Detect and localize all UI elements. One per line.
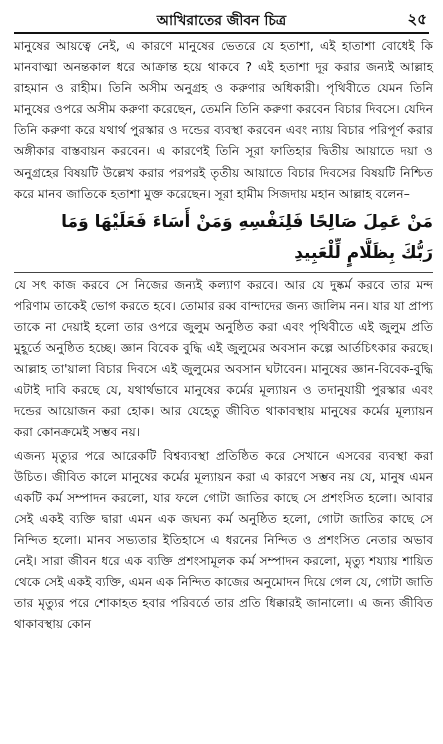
body-text (14, 36, 433, 740)
paragraph-1: মানুষের আয়ত্বে নেই, এ কারণে মানুষের ভেতরে যে হতাশা, এই হাতাশা বোধেই কি মানবাত্মা অনন্তকাল ধরে আক্রান্ত হয়ে থাকবে ? এই হতাশা দূর করার জন্যই আল্লাহ রাহমান ও রাহীম। তিনি অসীম অনুগ্রহ ও করুণার অধিকারী। পৃথিবীতে যেমন তিনি মানুষের ওপরে অসীম করুণা করেছেন, তেমনি তিনি করুণা করবেন বিচার দিবসে। যেদিন তিনি করুণা করে যথার্থ পুরস্কার ও দন্ডের ব্যবস্থা করবেন এবং ন্যায় বিচার পরিপূর্ণ করার অঙ্গীকার বাস্তবায়ন করবেন। এ কারণেই তিনি সূরা ফাতিহার দ্বিতীয় আয়াতে দয়া ও অনুগ্রহের বিষয়টি উল্লেখ করার পরপরই তৃতীয় আয়াতে বিচার দিবসের বিষয়টি নিশ্চিত করে মানব জাতিকে হতাশা মুক্ত করেছেন। সূরা হামীম সিজদায় মহান আল্লাহ বলেন– (14, 39, 433, 201)
paragraph-2: যে সৎ কাজ করবে সে নিজের জন্যই কল্যাণ করবে। আর যে দুষ্কর্ম করবে তার মন্দ পরিণাম তাকেই ভোগ করতে হবে। তোমার রব্ব বান্দাদের জন্য জালিম নন। যার যা প্রাপ্য তাকে না দেয়াই হলো তার ওপরে জুলুম অনুষ্ঠিত করা এবং পৃথিবীতে এই জুলুম প্রতি মুহূর্তে অনুষ্ঠিত হচ্ছে। জ্ঞান বিবেক বুদ্ধি এই জুলুমের অবসান কল্পে আর্তচিৎকার করছে। আল্লাহ তা'য়ালা বিচার দিবসে এই জুলুমের অবসান ঘটাবেন। মানুষের জ্ঞান-বিবেক-বুদ্ধি এটাই দাবি করছে যে, যথার্থভাবে মানুষের কর্মের মূল্যায়ন ও তদানুযায়ী পুরস্কার এবং দন্ডের আয়োজন করা হোক। আর যেহেতু জীবিত থাকাবস্থায় মানুষের কর্মের মূল্যায়ন করা কোনক্রমেই সম্ভব নয়। (14, 277, 433, 440)
arabic-verse-line-2: رَبُّكَ بِظَلَّامٍ لِّلْعَبِيدِ (294, 242, 433, 263)
paragraph-3: এজন্য মৃত্যুর পরে আরেকটি বিশ্বব্যবস্থা প্রতিষ্ঠিত করে সেখানে এসবের ব্যবস্থা করা উচিত। জীবিত কালে মানুষের কর্মের মূল্যায়ন করা এ কারণে সম্ভব নয় যে, মানুষ এমন একটি কর্ম সম্পাদন করলো, যার ফলে গোটা জাতির কাছে সে প্রশংসিত হলো। আবার সেই একই ব্যক্তি দ্বারা এমন এক জঘন্য কর্ম অনুষ্ঠিত হলো, গোটা জাতির কাছে সে নিন্দিত হলো। মানব সভ্যতার ইতিহাসে এ ধরনের নিন্দিত ও প্রশংসিত নেতার অভাব নেই। সারা জীবন ধরে এক ব্যক্তি প্রশংসামূলক কর্ম সম্পাদন করলো, মৃত্যু শয্যায় শায়িত থেকে সেই একই ব্যক্তি, এমন এক নিন্দিত কাজের অনুমোদন দিয়ে গেল যে, গোটা জাতি তার মৃত্যুর পরে শোকাহত হবার পরিবর্তে তার প্রতি ধিক্কারই জানালো। এ জন্য জীবিত থাকাবস্থায় কোন (14, 448, 433, 632)
page-number: ২৫ (407, 10, 427, 28)
running-title: আখিরাতের জীবন চিত্র (156, 13, 287, 29)
page-header (14, 6, 429, 34)
verse-divider (14, 272, 433, 273)
arabic-verse (14, 207, 433, 269)
arabic-verse-line-1: مَنْ عَمِلَ صَالِحًا فَلِنَفْسِهِ وَمَنْ أَسَاءَ فَعَلَيْهَا وَمَا (61, 211, 433, 232)
